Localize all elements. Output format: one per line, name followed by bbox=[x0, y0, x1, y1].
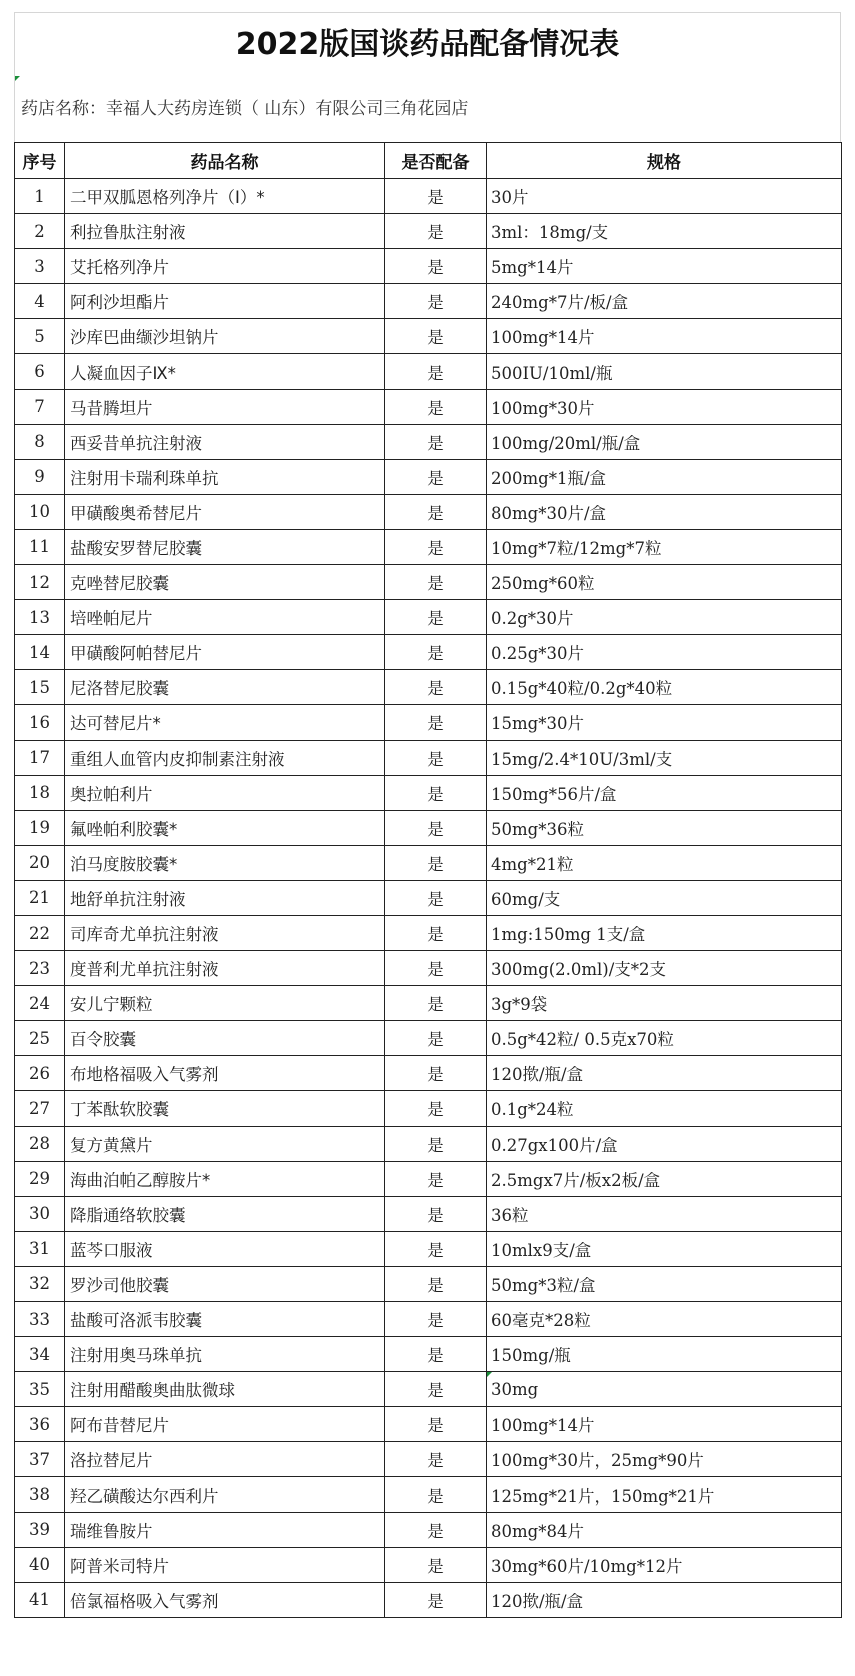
row-drug-name: 洛拉替尼片 bbox=[65, 1442, 385, 1477]
page-title: 2022版国谈药品配备情况表 bbox=[14, 12, 841, 76]
row-serial: 10 bbox=[15, 494, 65, 529]
row-serial: 40 bbox=[15, 1547, 65, 1582]
table-row bbox=[15, 1091, 842, 1126]
row-drug-name: 达可替尼片* bbox=[65, 705, 385, 740]
row-spec: 0.2g*30片 bbox=[487, 600, 842, 635]
row-drug-name: 司库奇尤单抗注射液 bbox=[65, 915, 385, 950]
row-serial: 21 bbox=[15, 880, 65, 915]
row-drug-name: 布地格福吸入气雾剂 bbox=[65, 1056, 385, 1091]
row-spec: 15mg/2.4*10U/3ml/支 bbox=[487, 740, 842, 775]
row-equipped: 是 bbox=[385, 459, 487, 494]
table-row bbox=[15, 635, 842, 670]
row-spec: 500IU/10ml/瓶 bbox=[487, 354, 842, 389]
row-spec: 120揿/瓶/盒 bbox=[487, 1582, 842, 1617]
table-row bbox=[15, 1477, 842, 1512]
row-serial: 11 bbox=[15, 529, 65, 564]
row-spec: 30mg*60片/10mg*12片 bbox=[487, 1547, 842, 1582]
row-equipped: 是 bbox=[385, 951, 487, 986]
row-spec: 80mg*30片/盒 bbox=[487, 494, 842, 529]
row-drug-name: 丁苯酞软胶囊 bbox=[65, 1091, 385, 1126]
row-drug-name: 沙库巴曲缬沙坦钠片 bbox=[65, 319, 385, 354]
row-serial: 13 bbox=[15, 600, 65, 635]
row-equipped: 是 bbox=[385, 1231, 487, 1266]
row-serial: 2 bbox=[15, 214, 65, 249]
row-equipped: 是 bbox=[385, 705, 487, 740]
row-spec: 3ml：18mg/支 bbox=[487, 214, 842, 249]
table-row bbox=[15, 1442, 842, 1477]
row-serial: 4 bbox=[15, 284, 65, 319]
row-drug-name: 百令胶囊 bbox=[65, 1021, 385, 1056]
row-drug-name: 降脂通络软胶囊 bbox=[65, 1196, 385, 1231]
row-spec: 100mg*30片 bbox=[487, 389, 842, 424]
row-equipped: 是 bbox=[385, 600, 487, 635]
row-serial: 25 bbox=[15, 1021, 65, 1056]
spreadsheet bbox=[14, 12, 841, 1618]
row-equipped: 是 bbox=[385, 529, 487, 564]
table-row bbox=[15, 845, 842, 880]
row-spec: 50mg*3粒/盒 bbox=[487, 1266, 842, 1301]
row-equipped: 是 bbox=[385, 494, 487, 529]
row-equipped: 是 bbox=[385, 1056, 487, 1091]
row-equipped: 是 bbox=[385, 1442, 487, 1477]
row-equipped: 是 bbox=[385, 670, 487, 705]
row-equipped: 是 bbox=[385, 214, 487, 249]
table-row bbox=[15, 529, 842, 564]
header-serial: 序号 bbox=[15, 143, 65, 179]
table-row bbox=[15, 179, 842, 214]
table-row bbox=[15, 880, 842, 915]
row-spec: 100mg/20ml/瓶/盒 bbox=[487, 424, 842, 459]
row-drug-name: 西妥昔单抗注射液 bbox=[65, 424, 385, 459]
row-drug-name: 人凝血因子Ⅸ* bbox=[65, 354, 385, 389]
row-spec: 4mg*21粒 bbox=[487, 845, 842, 880]
row-spec: 0.25g*30片 bbox=[487, 635, 842, 670]
row-equipped: 是 bbox=[385, 1161, 487, 1196]
row-spec: 100mg*14片 bbox=[487, 1407, 842, 1442]
row-drug-name: 盐酸安罗替尼胶囊 bbox=[65, 529, 385, 564]
table-header-row bbox=[15, 143, 842, 179]
row-drug-name: 重组人血管内皮抑制素注射液 bbox=[65, 740, 385, 775]
table-row bbox=[15, 600, 842, 635]
table-row bbox=[15, 459, 842, 494]
row-drug-name: 甲磺酸奥希替尼片 bbox=[65, 494, 385, 529]
table-row bbox=[15, 319, 842, 354]
row-equipped: 是 bbox=[385, 1302, 487, 1337]
row-drug-name: 安儿宁颗粒 bbox=[65, 986, 385, 1021]
row-equipped: 是 bbox=[385, 810, 487, 845]
row-drug-name: 注射用醋酸奥曲肽微球 bbox=[65, 1372, 385, 1407]
row-drug-name: 甲磺酸阿帕替尼片 bbox=[65, 635, 385, 670]
row-drug-name: 注射用卡瑞利珠单抗 bbox=[65, 459, 385, 494]
row-drug-name: 复方黄黛片 bbox=[65, 1126, 385, 1161]
row-drug-name: 瑞维鲁胺片 bbox=[65, 1512, 385, 1547]
row-spec: 100mg*30片，25mg*90片 bbox=[487, 1442, 842, 1477]
row-drug-name: 阿利沙坦酯片 bbox=[65, 284, 385, 319]
row-equipped: 是 bbox=[385, 1512, 487, 1547]
row-equipped: 是 bbox=[385, 1547, 487, 1582]
row-equipped: 是 bbox=[385, 249, 487, 284]
row-drug-name: 羟乙磺酸达尔西利片 bbox=[65, 1477, 385, 1512]
row-drug-name: 克唑替尼胶囊 bbox=[65, 565, 385, 600]
table-row bbox=[15, 1231, 842, 1266]
row-equipped: 是 bbox=[385, 424, 487, 459]
row-equipped: 是 bbox=[385, 986, 487, 1021]
row-spec: 10mlx9支/盒 bbox=[487, 1231, 842, 1266]
row-serial: 8 bbox=[15, 424, 65, 459]
row-drug-name: 蓝芩口服液 bbox=[65, 1231, 385, 1266]
row-equipped: 是 bbox=[385, 845, 487, 880]
row-spec: 50mg*36粒 bbox=[487, 810, 842, 845]
row-drug-name: 阿布昔替尼片 bbox=[65, 1407, 385, 1442]
row-spec: 120揿/瓶/盒 bbox=[487, 1056, 842, 1091]
row-drug-name: 艾托格列净片 bbox=[65, 249, 385, 284]
row-spec: 250mg*60粒 bbox=[487, 565, 842, 600]
row-equipped: 是 bbox=[385, 1266, 487, 1301]
row-spec: 1mg:150mg 1支/盒 bbox=[487, 915, 842, 950]
row-equipped: 是 bbox=[385, 740, 487, 775]
row-drug-name: 地舒单抗注射液 bbox=[65, 880, 385, 915]
row-spec: 150mg*56片/盒 bbox=[487, 775, 842, 810]
table-row bbox=[15, 389, 842, 424]
row-equipped: 是 bbox=[385, 354, 487, 389]
row-serial: 19 bbox=[15, 810, 65, 845]
row-serial: 6 bbox=[15, 354, 65, 389]
row-spec: 80mg*84片 bbox=[487, 1512, 842, 1547]
cell-comment-marker bbox=[15, 76, 20, 81]
row-serial: 26 bbox=[15, 1056, 65, 1091]
row-serial: 3 bbox=[15, 249, 65, 284]
row-spec: 125mg*21片，150mg*21片 bbox=[487, 1477, 842, 1512]
row-serial: 32 bbox=[15, 1266, 65, 1301]
row-drug-name: 度普利尤单抗注射液 bbox=[65, 951, 385, 986]
row-serial: 35 bbox=[15, 1372, 65, 1407]
row-serial: 24 bbox=[15, 986, 65, 1021]
row-serial: 15 bbox=[15, 670, 65, 705]
row-spec: 0.27gx100片/盒 bbox=[487, 1126, 842, 1161]
row-equipped: 是 bbox=[385, 880, 487, 915]
row-equipped: 是 bbox=[385, 179, 487, 214]
row-equipped: 是 bbox=[385, 1126, 487, 1161]
row-drug-name: 马昔腾坦片 bbox=[65, 389, 385, 424]
store-name-text: 药店名称：幸福人大药房连锁（ 山东）有限公司三角花园店 bbox=[21, 99, 469, 119]
row-equipped: 是 bbox=[385, 1021, 487, 1056]
row-equipped: 是 bbox=[385, 1477, 487, 1512]
row-serial: 36 bbox=[15, 1407, 65, 1442]
table-row bbox=[15, 284, 842, 319]
row-spec: 36粒 bbox=[487, 1196, 842, 1231]
row-equipped: 是 bbox=[385, 635, 487, 670]
row-spec: 200mg*1瓶/盒 bbox=[487, 459, 842, 494]
row-serial: 16 bbox=[15, 705, 65, 740]
row-serial: 9 bbox=[15, 459, 65, 494]
store-name-line bbox=[14, 76, 841, 142]
table-row bbox=[15, 1302, 842, 1337]
table-body bbox=[15, 179, 842, 1618]
table-row bbox=[15, 214, 842, 249]
row-equipped: 是 bbox=[385, 1337, 487, 1372]
row-spec: 60毫克*28粒 bbox=[487, 1302, 842, 1337]
row-spec: 30片 bbox=[487, 179, 842, 214]
row-serial: 38 bbox=[15, 1477, 65, 1512]
row-equipped: 是 bbox=[385, 1196, 487, 1231]
row-serial: 31 bbox=[15, 1231, 65, 1266]
table-row bbox=[15, 705, 842, 740]
row-serial: 23 bbox=[15, 951, 65, 986]
table-row bbox=[15, 1126, 842, 1161]
row-drug-name: 罗沙司他胶囊 bbox=[65, 1266, 385, 1301]
row-serial: 12 bbox=[15, 565, 65, 600]
row-drug-name: 盐酸可洛派韦胶囊 bbox=[65, 1302, 385, 1337]
row-drug-name: 二甲双胍恩格列净片（Ⅰ）* bbox=[65, 179, 385, 214]
table-row bbox=[15, 1512, 842, 1547]
row-equipped: 是 bbox=[385, 915, 487, 950]
table-row bbox=[15, 249, 842, 284]
row-spec: 240mg*7片/板/盒 bbox=[487, 284, 842, 319]
table-row bbox=[15, 1196, 842, 1231]
table-row bbox=[15, 1266, 842, 1301]
table-row bbox=[15, 986, 842, 1021]
row-equipped: 是 bbox=[385, 565, 487, 600]
table-row bbox=[15, 1021, 842, 1056]
row-serial: 27 bbox=[15, 1091, 65, 1126]
row-equipped: 是 bbox=[385, 1407, 487, 1442]
row-drug-name: 氟唑帕利胶囊* bbox=[65, 810, 385, 845]
row-drug-name: 泊马度胺胶囊* bbox=[65, 845, 385, 880]
table-row bbox=[15, 565, 842, 600]
table-row bbox=[15, 1407, 842, 1442]
row-equipped: 是 bbox=[385, 1372, 487, 1407]
row-equipped: 是 bbox=[385, 284, 487, 319]
table-row bbox=[15, 740, 842, 775]
row-serial: 28 bbox=[15, 1126, 65, 1161]
table-row bbox=[15, 1337, 842, 1372]
row-equipped: 是 bbox=[385, 389, 487, 424]
row-serial: 34 bbox=[15, 1337, 65, 1372]
row-equipped: 是 bbox=[385, 775, 487, 810]
row-spec: 30mg bbox=[487, 1372, 842, 1407]
table-row bbox=[15, 1161, 842, 1196]
row-serial: 39 bbox=[15, 1512, 65, 1547]
table-row bbox=[15, 424, 842, 459]
row-drug-name: 阿普米司特片 bbox=[65, 1547, 385, 1582]
row-spec: 60mg/支 bbox=[487, 880, 842, 915]
row-serial: 41 bbox=[15, 1582, 65, 1617]
row-spec: 0.15g*40粒/0.2g*40粒 bbox=[487, 670, 842, 705]
row-serial: 33 bbox=[15, 1302, 65, 1337]
row-spec: 5mg*14片 bbox=[487, 249, 842, 284]
row-equipped: 是 bbox=[385, 1582, 487, 1617]
header-equipped: 是否配备 bbox=[385, 143, 487, 179]
row-serial: 14 bbox=[15, 635, 65, 670]
row-equipped: 是 bbox=[385, 319, 487, 354]
row-serial: 30 bbox=[15, 1196, 65, 1231]
table-row bbox=[15, 810, 842, 845]
table-row bbox=[15, 951, 842, 986]
row-spec: 0.5g*42粒/ 0.5克x70粒 bbox=[487, 1021, 842, 1056]
row-drug-name: 注射用奥马珠单抗 bbox=[65, 1337, 385, 1372]
row-serial: 7 bbox=[15, 389, 65, 424]
row-serial: 22 bbox=[15, 915, 65, 950]
row-spec: 2.5mgx7片/板x2板/盒 bbox=[487, 1161, 842, 1196]
row-spec: 15mg*30片 bbox=[487, 705, 842, 740]
row-serial: 5 bbox=[15, 319, 65, 354]
row-serial: 20 bbox=[15, 845, 65, 880]
row-drug-name: 利拉鲁肽注射液 bbox=[65, 214, 385, 249]
table-row bbox=[15, 1056, 842, 1091]
table-row bbox=[15, 775, 842, 810]
drug-table bbox=[14, 142, 842, 1618]
row-equipped: 是 bbox=[385, 1091, 487, 1126]
table-row bbox=[15, 1582, 842, 1617]
row-serial: 37 bbox=[15, 1442, 65, 1477]
row-drug-name: 培唑帕尼片 bbox=[65, 600, 385, 635]
row-spec: 3g*9袋 bbox=[487, 986, 842, 1021]
row-serial: 18 bbox=[15, 775, 65, 810]
header-drug-name: 药品名称 bbox=[65, 143, 385, 179]
row-spec: 0.1g*24粒 bbox=[487, 1091, 842, 1126]
row-drug-name: 奥拉帕利片 bbox=[65, 775, 385, 810]
row-serial: 17 bbox=[15, 740, 65, 775]
row-drug-name: 海曲泊帕乙醇胺片* bbox=[65, 1161, 385, 1196]
header-spec: 规格 bbox=[487, 143, 842, 179]
row-spec: 10mg*7粒/12mg*7粒 bbox=[487, 529, 842, 564]
table-row bbox=[15, 915, 842, 950]
table-row bbox=[15, 1547, 842, 1582]
table-row bbox=[15, 1372, 842, 1407]
row-spec: 150mg/瓶 bbox=[487, 1337, 842, 1372]
row-spec: 100mg*14片 bbox=[487, 319, 842, 354]
row-drug-name: 尼洛替尼胶囊 bbox=[65, 670, 385, 705]
table-row bbox=[15, 354, 842, 389]
row-spec: 300mg(2.0ml)/支*2支 bbox=[487, 951, 842, 986]
row-serial: 29 bbox=[15, 1161, 65, 1196]
row-drug-name: 倍氯福格吸入气雾剂 bbox=[65, 1582, 385, 1617]
table-row bbox=[15, 494, 842, 529]
row-serial: 1 bbox=[15, 179, 65, 214]
table-row bbox=[15, 670, 842, 705]
